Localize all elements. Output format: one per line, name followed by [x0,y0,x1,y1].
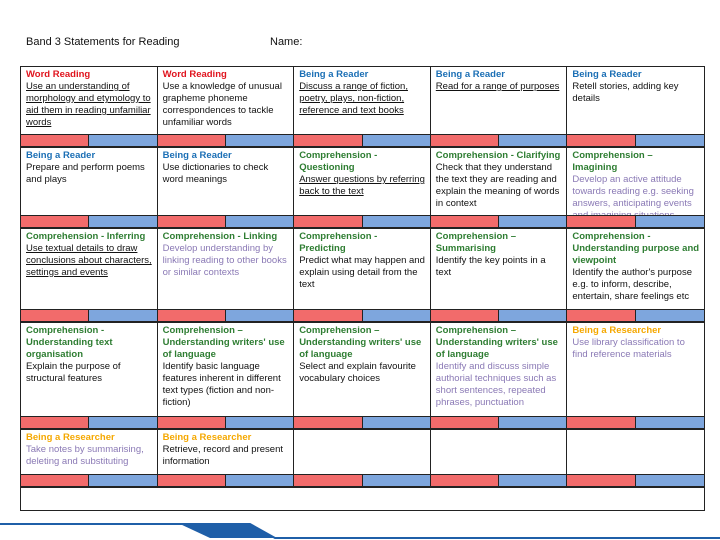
assessment-bar [567,134,704,148]
statement-cell [567,67,704,134]
blue-box [89,475,156,486]
statement-text: Use dictionaries to check word meanings [162,162,269,185]
red-box [431,310,499,321]
red-box [21,216,89,227]
red-box [567,310,636,321]
category-label: Comprehension - Predicting [299,231,378,254]
category-label: Being a Reader [435,69,505,80]
red-box [294,310,362,321]
assessment-bar [158,309,295,323]
blue-box [499,216,566,227]
statement-text: Explain the purpose of structural features [26,361,121,384]
statement-cell [431,148,568,215]
decorative-accent [0,520,720,540]
blue-box [89,216,156,227]
statement-text: Use textual details to draw conclusions about characters, settings and events [26,243,152,278]
assessment-bar [21,309,158,323]
blue-box [226,216,293,227]
statement-cell [158,323,295,416]
statement-text: Identify the key points in a text [435,255,546,278]
category-label: Comprehension - Questioning [299,150,378,173]
blue-box [89,310,156,321]
assessment-bar [431,474,568,488]
statement-cell [567,430,704,474]
assessment-bar [21,416,158,430]
statement-text: Develop understanding by linking reading to other books or similar contexts [162,243,287,278]
statement-cell [294,430,431,474]
category-label: Being a Reader [299,69,369,80]
blue-box [499,417,566,428]
blue-box [226,475,293,486]
red-box [158,475,226,486]
statement-cell [158,229,295,309]
assessment-bar [567,416,704,430]
blue-box [636,310,704,321]
assessment-bar [21,474,158,488]
blue-box [499,135,566,146]
statement-text: Take notes by summarising, deleting and substituting [26,444,144,467]
blue-box [499,310,566,321]
red-box [567,135,636,146]
assessment-bar [567,474,704,488]
name-label: Name: [270,36,303,48]
red-box [431,135,499,146]
statement-text: Select and explain favourite vocabulary choices [299,361,416,384]
blue-box [636,135,704,146]
assessment-bar [158,215,295,229]
category-label: Comprehension - Understanding text organisation [26,325,113,360]
statement-cell [294,323,431,416]
assessment-bar [567,215,704,229]
category-label: Comprehension - Inferring [26,231,146,242]
category-label: Being a Reader [26,150,96,161]
statement-text: Identify the author's purpose e.g. to inform, describe, entertain, share feelings etc [572,267,692,302]
blue-box [226,135,293,146]
statement-text: Identify and discuss simple authorial techniques such as short sentences, repeated phrases, punctuation [435,361,557,408]
category-label: Comprehension – Understanding writers' use of language [299,325,422,360]
red-box [431,417,499,428]
statement-text: Retell stories, adding key details [572,81,679,104]
red-box [294,216,362,227]
blue-box [226,310,293,321]
statement-text: Use a knowledge of unusual grapheme phoneme correspondences to tackle unfamiliar words [162,81,282,128]
statement-cell [21,323,158,416]
assessment-bar [294,215,431,229]
page-title: Band 3 Statements for Reading [26,36,180,48]
statement-cell [21,148,158,215]
assessment-bar [294,309,431,323]
statement-cell [294,229,431,309]
statement-text: Predict what may happen and explain using detail from the text [299,255,425,290]
statement-text: Identify basic language features inherent in different text types (fiction and non-fiction) [162,361,281,408]
statement-text: Develop an active attitude towards reading e.g. seeking answers, anticipating events [572,174,694,209]
assessment-bar [21,215,158,229]
category-label: Comprehension - Clarifying [435,150,561,161]
accent-line [0,524,720,538]
assessment-bar [431,134,568,148]
statement-cell [567,229,704,309]
red-box [21,417,89,428]
blue-box [636,216,704,227]
statement-cell [21,430,158,474]
blue-box [636,475,704,486]
category-label: Being a Reader [572,69,642,80]
statement-cell [21,67,158,134]
statement-cell [567,148,704,215]
statement-text: Prepare and perform poems and plays [26,162,145,185]
blue-box [89,417,156,428]
statement-text: Read for a range of purposes [435,81,560,92]
assessment-bar [294,134,431,148]
assessment-bar [567,309,704,323]
assessment-bar [431,215,568,229]
red-box [294,475,362,486]
assessment-bar [431,416,568,430]
red-box [431,475,499,486]
category-label: Comprehension – Understanding writers' use of language [435,325,558,360]
blue-box [363,475,430,486]
statement-cell [431,323,568,416]
red-box [158,310,226,321]
page-header [26,36,686,52]
statement-cell [294,67,431,134]
category-label: Being a Researcher [162,432,252,443]
statement-cell [158,67,295,134]
statement-cell [294,148,431,215]
category-label: Comprehension - Linking [162,231,278,242]
red-box [158,135,226,146]
statements-grid [20,66,705,511]
statement-cell [431,67,568,134]
category-label: Comprehension - Understanding purpose and viewpoint [572,231,700,266]
red-box [21,310,89,321]
blue-box [363,135,430,146]
assessment-bar [431,309,568,323]
blue-box [363,216,430,227]
blue-box [499,475,566,486]
red-box [158,216,226,227]
assessment-bar [158,416,295,430]
red-box [567,216,636,227]
red-box [158,417,226,428]
red-box [567,475,636,486]
red-box [431,216,499,227]
accent-wedge [180,524,275,538]
assessment-bar [294,416,431,430]
assessment-bar [158,474,295,488]
statement-text: Retrieve, record and present information [162,444,283,467]
category-label: Being a Researcher [572,325,662,336]
blue-box [363,310,430,321]
category-label: Word Reading [162,69,227,80]
statement-cell [158,430,295,474]
category-label: Comprehension – Summarising [435,231,517,254]
blue-box [363,417,430,428]
assessment-bar [158,134,295,148]
assessment-bar [21,134,158,148]
blue-box [636,417,704,428]
statement-text: Check that they understand the text they are reading and explain the meaning of words in context [435,162,560,209]
red-box [567,417,636,428]
red-box [21,475,89,486]
red-box [294,417,362,428]
red-box [21,135,89,146]
statement-cell [158,148,295,215]
statement-cell [431,430,568,474]
red-box [294,135,362,146]
statement-cell [431,229,568,309]
blue-box [89,135,156,146]
category-label: Comprehension – Imagining [572,150,653,173]
category-label: Comprehension – Understanding writers' use of language [162,325,285,360]
category-label: Being a Reader [162,150,232,161]
statement-text: Use an understanding of morphology and etymology to aid them in reading unfamiliar words [26,81,151,128]
category-label: Being a Researcher [26,432,115,443]
category-label: Word Reading [26,69,91,80]
blue-box [226,417,293,428]
statement-text: Use library classification to find reference materials [572,337,685,360]
assessment-bar [294,474,431,488]
statement-cell [21,229,158,309]
statement-text: Answer questions by referring back to the text [299,174,425,197]
statement-cell [567,323,704,416]
statement-text: Discuss a range of fiction, poetry, plays, non-fiction, reference and text books [299,81,408,116]
